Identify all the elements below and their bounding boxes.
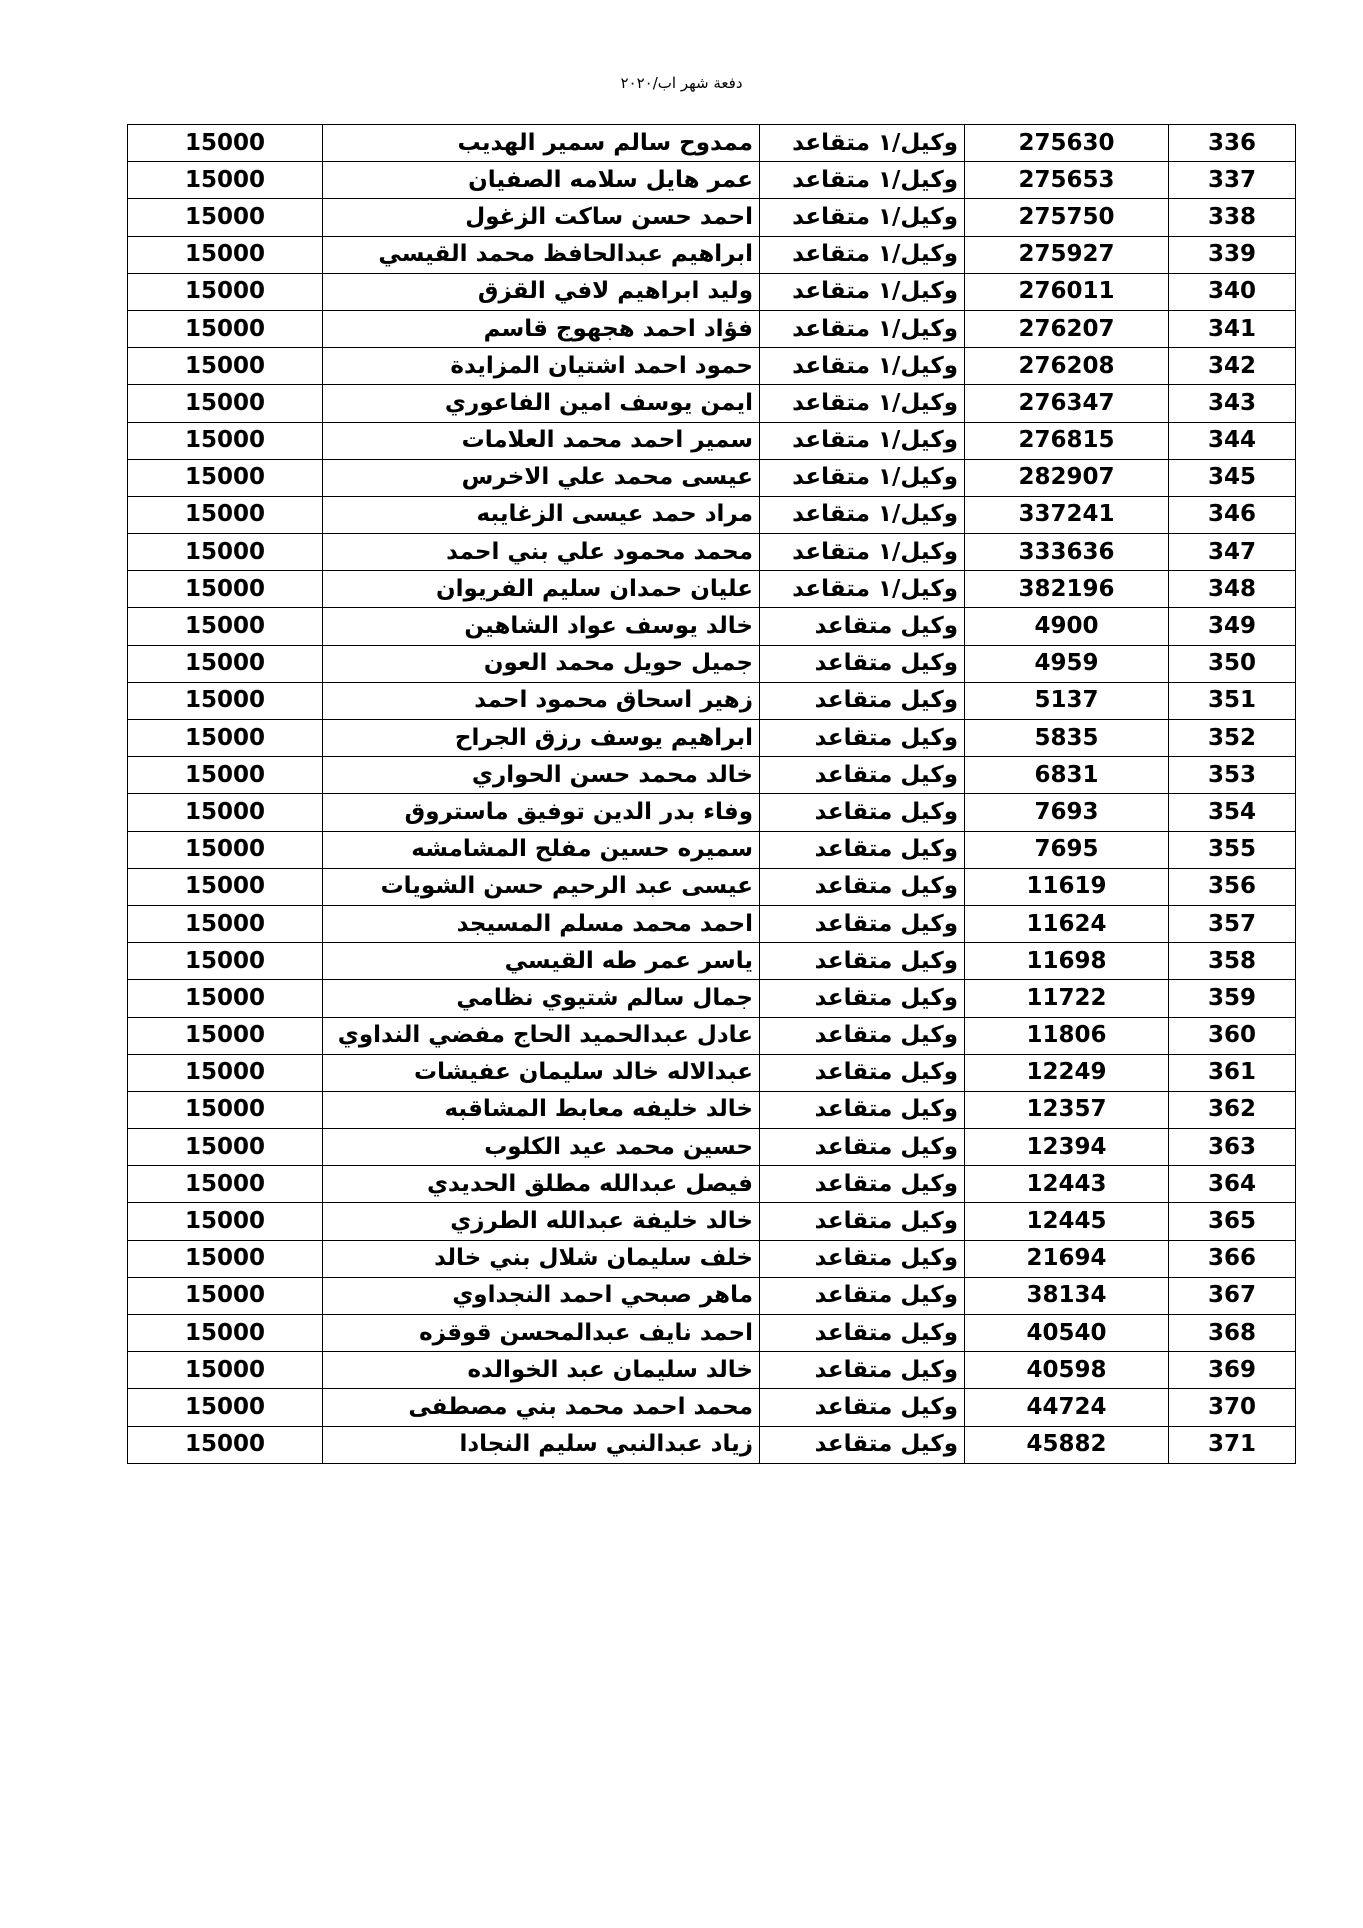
- full-name-cell: فيصل عبدالله مطلق الحديدي: [323, 1166, 760, 1203]
- full-name-cell: احمد محمد مسلم المسيجد: [323, 905, 760, 942]
- table-row: [128, 199, 1296, 236]
- rank-cell: وكيل متقاعد: [760, 757, 965, 794]
- full-name-cell: محمد محمود علي بني احمد: [323, 534, 760, 571]
- full-name-cell: خالد يوسف عواد الشاهين: [323, 608, 760, 645]
- id-number-cell: 275927: [965, 236, 1169, 273]
- id-number-cell: 11619: [965, 868, 1169, 905]
- full-name-cell: خالد خليفه معابط المشاقبه: [323, 1091, 760, 1128]
- serial-number-cell: 345: [1169, 459, 1296, 496]
- serial-number-cell: 343: [1169, 385, 1296, 422]
- table-row: [128, 831, 1296, 868]
- full-name-cell: عبدالاله خالد سليمان عفيشات: [323, 1054, 760, 1091]
- full-name-cell: ابراهيم يوسف رزق الجراح: [323, 720, 760, 757]
- rank-cell: وكيل/١ متقاعد: [760, 199, 965, 236]
- table-row: [128, 645, 1296, 682]
- serial-number-cell: 365: [1169, 1203, 1296, 1240]
- serial-number-cell: 369: [1169, 1352, 1296, 1389]
- table-row: [128, 794, 1296, 831]
- rank-cell: وكيل متقاعد: [760, 1315, 965, 1352]
- id-number-cell: 275653: [965, 162, 1169, 199]
- rank-cell: وكيل متقاعد: [760, 1166, 965, 1203]
- full-name-cell: وفاء بدر الدين توفيق ماستروق: [323, 794, 760, 831]
- serial-number-cell: 354: [1169, 794, 1296, 831]
- id-number-cell: 282907: [965, 459, 1169, 496]
- id-number-cell: 276347: [965, 385, 1169, 422]
- full-name-cell: حسين محمد عيد الكلوب: [323, 1129, 760, 1166]
- serial-number-cell: 364: [1169, 1166, 1296, 1203]
- id-number-cell: 382196: [965, 571, 1169, 608]
- rank-cell: وكيل متقاعد: [760, 1389, 965, 1426]
- serial-number-cell: 362: [1169, 1091, 1296, 1128]
- amount-cell: 15000: [128, 980, 323, 1017]
- id-number-cell: 7695: [965, 831, 1169, 868]
- id-number-cell: 11722: [965, 980, 1169, 1017]
- full-name-cell: جمال سالم شتيوي نظامي: [323, 980, 760, 1017]
- serial-number-cell: 340: [1169, 273, 1296, 310]
- serial-number-cell: 350: [1169, 645, 1296, 682]
- id-number-cell: 4959: [965, 645, 1169, 682]
- amount-cell: 15000: [128, 608, 323, 645]
- amount-cell: 15000: [128, 1203, 323, 1240]
- rank-cell: وكيل متقاعد: [760, 682, 965, 719]
- id-number-cell: 333636: [965, 534, 1169, 571]
- id-number-cell: 11624: [965, 905, 1169, 942]
- amount-cell: 15000: [128, 1315, 323, 1352]
- serial-number-cell: 351: [1169, 682, 1296, 719]
- full-name-cell: عليان حمدان سليم الفريوان: [323, 571, 760, 608]
- id-number-cell: 276208: [965, 348, 1169, 385]
- id-number-cell: 21694: [965, 1240, 1169, 1277]
- rank-cell: وكيل متقاعد: [760, 1203, 965, 1240]
- rank-cell: وكيل متقاعد: [760, 608, 965, 645]
- serial-number-cell: 356: [1169, 868, 1296, 905]
- serial-number-cell: 363: [1169, 1129, 1296, 1166]
- table-row: [128, 757, 1296, 794]
- full-name-cell: احمد حسن ساكت الزغول: [323, 199, 760, 236]
- serial-number-cell: 342: [1169, 348, 1296, 385]
- serial-number-cell: 337: [1169, 162, 1296, 199]
- full-name-cell: حمود احمد اشتيان المزايدة: [323, 348, 760, 385]
- table-row: [128, 943, 1296, 980]
- table-row: [128, 1054, 1296, 1091]
- serial-number-cell: 339: [1169, 236, 1296, 273]
- rank-cell: وكيل متقاعد: [760, 1054, 965, 1091]
- amount-cell: 15000: [128, 868, 323, 905]
- page-title: دفعة شهر اب/٢٠٢٠: [620, 74, 743, 92]
- full-name-cell: سميره حسين مفلح المشامشه: [323, 831, 760, 868]
- id-number-cell: 12443: [965, 1166, 1169, 1203]
- id-number-cell: 12249: [965, 1054, 1169, 1091]
- id-number-cell: 12445: [965, 1203, 1169, 1240]
- serial-number-cell: 353: [1169, 757, 1296, 794]
- rank-cell: وكيل/١ متقاعد: [760, 125, 965, 162]
- amount-cell: 15000: [128, 422, 323, 459]
- id-number-cell: 12394: [965, 1129, 1169, 1166]
- table-row: [128, 162, 1296, 199]
- full-name-cell: جميل حويل محمد العون: [323, 645, 760, 682]
- amount-cell: 15000: [128, 534, 323, 571]
- rank-cell: وكيل/١ متقاعد: [760, 571, 965, 608]
- rank-cell: وكيل متقاعد: [760, 645, 965, 682]
- table-row: [128, 1352, 1296, 1389]
- full-name-cell: ممدوح سالم سمير الهديب: [323, 125, 760, 162]
- serial-number-cell: 347: [1169, 534, 1296, 571]
- serial-number-cell: 359: [1169, 980, 1296, 1017]
- rank-cell: وكيل/١ متقاعد: [760, 162, 965, 199]
- full-name-cell: عادل عبدالحميد الحاج مفضي النداوي: [323, 1017, 760, 1054]
- amount-cell: 15000: [128, 1017, 323, 1054]
- serial-number-cell: 349: [1169, 608, 1296, 645]
- serial-number-cell: 336: [1169, 125, 1296, 162]
- full-name-cell: عيسى عبد الرحيم حسن الشويات: [323, 868, 760, 905]
- serial-number-cell: 357: [1169, 905, 1296, 942]
- table-row: [128, 1315, 1296, 1352]
- table-row: [128, 868, 1296, 905]
- id-number-cell: 45882: [965, 1426, 1169, 1463]
- id-number-cell: 275630: [965, 125, 1169, 162]
- table-row: [128, 1129, 1296, 1166]
- amount-cell: 15000: [128, 1054, 323, 1091]
- table-row: [128, 1091, 1296, 1128]
- full-name-cell: عمر هايل سلامه الصفيان: [323, 162, 760, 199]
- full-name-cell: احمد نايف عبدالمحسن قوقزه: [323, 1315, 760, 1352]
- serial-number-cell: 360: [1169, 1017, 1296, 1054]
- serial-number-cell: 338: [1169, 199, 1296, 236]
- id-number-cell: 4900: [965, 608, 1169, 645]
- full-name-cell: ابراهيم عبدالحافظ محمد القيسي: [323, 236, 760, 273]
- amount-cell: 15000: [128, 1091, 323, 1128]
- amount-cell: 15000: [128, 125, 323, 162]
- payment-table: [127, 124, 1296, 1464]
- serial-number-cell: 371: [1169, 1426, 1296, 1463]
- rank-cell: وكيل متقاعد: [760, 831, 965, 868]
- amount-cell: 15000: [128, 1129, 323, 1166]
- amount-cell: 15000: [128, 645, 323, 682]
- serial-number-cell: 370: [1169, 1389, 1296, 1426]
- table-row: [128, 1389, 1296, 1426]
- full-name-cell: مراد حمد عيسى الزغايبه: [323, 496, 760, 533]
- table-row: [128, 236, 1296, 273]
- full-name-cell: ياسر عمر طه القيسي: [323, 943, 760, 980]
- serial-number-cell: 344: [1169, 422, 1296, 459]
- table-row: [128, 125, 1296, 162]
- id-number-cell: 12357: [965, 1091, 1169, 1128]
- amount-cell: 15000: [128, 496, 323, 533]
- rank-cell: وكيل متقاعد: [760, 868, 965, 905]
- rank-cell: وكيل متقاعد: [760, 720, 965, 757]
- amount-cell: 15000: [128, 1426, 323, 1463]
- table-row: [128, 682, 1296, 719]
- table-row: [128, 348, 1296, 385]
- amount-cell: 15000: [128, 162, 323, 199]
- amount-cell: 15000: [128, 1277, 323, 1314]
- rank-cell: وكيل متقاعد: [760, 905, 965, 942]
- id-number-cell: 6831: [965, 757, 1169, 794]
- amount-cell: 15000: [128, 571, 323, 608]
- serial-number-cell: 366: [1169, 1240, 1296, 1277]
- amount-cell: 15000: [128, 310, 323, 347]
- id-number-cell: 7693: [965, 794, 1169, 831]
- table-row: [128, 310, 1296, 347]
- rank-cell: وكيل متقاعد: [760, 1091, 965, 1128]
- table-row: [128, 385, 1296, 422]
- table-row: [128, 459, 1296, 496]
- full-name-cell: خلف سليمان شلال بني خالد: [323, 1240, 760, 1277]
- amount-cell: 15000: [128, 236, 323, 273]
- id-number-cell: 5137: [965, 682, 1169, 719]
- full-name-cell: محمد احمد محمد بني مصطفى: [323, 1389, 760, 1426]
- id-number-cell: 40540: [965, 1315, 1169, 1352]
- rank-cell: وكيل متقاعد: [760, 1017, 965, 1054]
- id-number-cell: 44724: [965, 1389, 1169, 1426]
- table-row: [128, 720, 1296, 757]
- serial-number-cell: 348: [1169, 571, 1296, 608]
- table-row: [128, 1017, 1296, 1054]
- rank-cell: وكيل/١ متقاعد: [760, 310, 965, 347]
- serial-number-cell: 346: [1169, 496, 1296, 533]
- amount-cell: 15000: [128, 199, 323, 236]
- id-number-cell: 276207: [965, 310, 1169, 347]
- rank-cell: وكيل/١ متقاعد: [760, 236, 965, 273]
- id-number-cell: 11806: [965, 1017, 1169, 1054]
- amount-cell: 15000: [128, 1166, 323, 1203]
- full-name-cell: خالد خليفة عبدالله الطرزي: [323, 1203, 760, 1240]
- rank-cell: وكيل/١ متقاعد: [760, 348, 965, 385]
- rank-cell: وكيل متقاعد: [760, 943, 965, 980]
- full-name-cell: فؤاد احمد هجهوج قاسم: [323, 310, 760, 347]
- id-number-cell: 40598: [965, 1352, 1169, 1389]
- amount-cell: 15000: [128, 273, 323, 310]
- rank-cell: وكيل متقاعد: [760, 1426, 965, 1463]
- serial-number-cell: 355: [1169, 831, 1296, 868]
- id-number-cell: 276815: [965, 422, 1169, 459]
- full-name-cell: زياد عبدالنبي سليم النجادا: [323, 1426, 760, 1463]
- id-number-cell: 337241: [965, 496, 1169, 533]
- rank-cell: وكيل متقاعد: [760, 1240, 965, 1277]
- rank-cell: وكيل متقاعد: [760, 1352, 965, 1389]
- amount-cell: 15000: [128, 720, 323, 757]
- rank-cell: وكيل متقاعد: [760, 1277, 965, 1314]
- id-number-cell: 275750: [965, 199, 1169, 236]
- table-row: [128, 571, 1296, 608]
- amount-cell: 15000: [128, 757, 323, 794]
- full-name-cell: عيسى محمد علي الاخرس: [323, 459, 760, 496]
- amount-cell: 15000: [128, 943, 323, 980]
- table-row: [128, 1166, 1296, 1203]
- table-row: [128, 534, 1296, 571]
- serial-number-cell: 368: [1169, 1315, 1296, 1352]
- full-name-cell: ماهر صبحي احمد النجداوي: [323, 1277, 760, 1314]
- table-body: [128, 125, 1296, 1464]
- table-row: [128, 273, 1296, 310]
- rank-cell: وكيل متقاعد: [760, 980, 965, 1017]
- rank-cell: وكيل/١ متقاعد: [760, 422, 965, 459]
- amount-cell: 15000: [128, 459, 323, 496]
- full-name-cell: وليد ابراهيم لافي القزق: [323, 273, 760, 310]
- amount-cell: 15000: [128, 1352, 323, 1389]
- rank-cell: وكيل متقاعد: [760, 794, 965, 831]
- rank-cell: وكيل/١ متقاعد: [760, 496, 965, 533]
- amount-cell: 15000: [128, 682, 323, 719]
- id-number-cell: 276011: [965, 273, 1169, 310]
- full-name-cell: خالد محمد حسن الحواري: [323, 757, 760, 794]
- table-row: [128, 1426, 1296, 1463]
- amount-cell: 15000: [128, 1389, 323, 1426]
- full-name-cell: زهير اسحاق محمود احمد: [323, 682, 760, 719]
- serial-number-cell: 367: [1169, 1277, 1296, 1314]
- rank-cell: وكيل متقاعد: [760, 1129, 965, 1166]
- table-row: [128, 980, 1296, 1017]
- amount-cell: 15000: [128, 831, 323, 868]
- rank-cell: وكيل/١ متقاعد: [760, 385, 965, 422]
- rank-cell: وكيل/١ متقاعد: [760, 273, 965, 310]
- amount-cell: 15000: [128, 348, 323, 385]
- table-row: [128, 1203, 1296, 1240]
- table-row: [128, 608, 1296, 645]
- full-name-cell: سمير احمد محمد العلامات: [323, 422, 760, 459]
- id-number-cell: 5835: [965, 720, 1169, 757]
- serial-number-cell: 358: [1169, 943, 1296, 980]
- id-number-cell: 38134: [965, 1277, 1169, 1314]
- amount-cell: 15000: [128, 794, 323, 831]
- table-row: [128, 496, 1296, 533]
- rank-cell: وكيل/١ متقاعد: [760, 534, 965, 571]
- serial-number-cell: 352: [1169, 720, 1296, 757]
- table-row: [128, 1240, 1296, 1277]
- table-row: [128, 1277, 1296, 1314]
- amount-cell: 15000: [128, 905, 323, 942]
- table-row: [128, 422, 1296, 459]
- serial-number-cell: 361: [1169, 1054, 1296, 1091]
- serial-number-cell: 341: [1169, 310, 1296, 347]
- full-name-cell: ايمن يوسف امين الفاعوري: [323, 385, 760, 422]
- rank-cell: وكيل/١ متقاعد: [760, 459, 965, 496]
- id-number-cell: 11698: [965, 943, 1169, 980]
- amount-cell: 15000: [128, 1240, 323, 1277]
- table-row: [128, 905, 1296, 942]
- amount-cell: 15000: [128, 385, 323, 422]
- full-name-cell: خالد سليمان عبد الخوالده: [323, 1352, 760, 1389]
